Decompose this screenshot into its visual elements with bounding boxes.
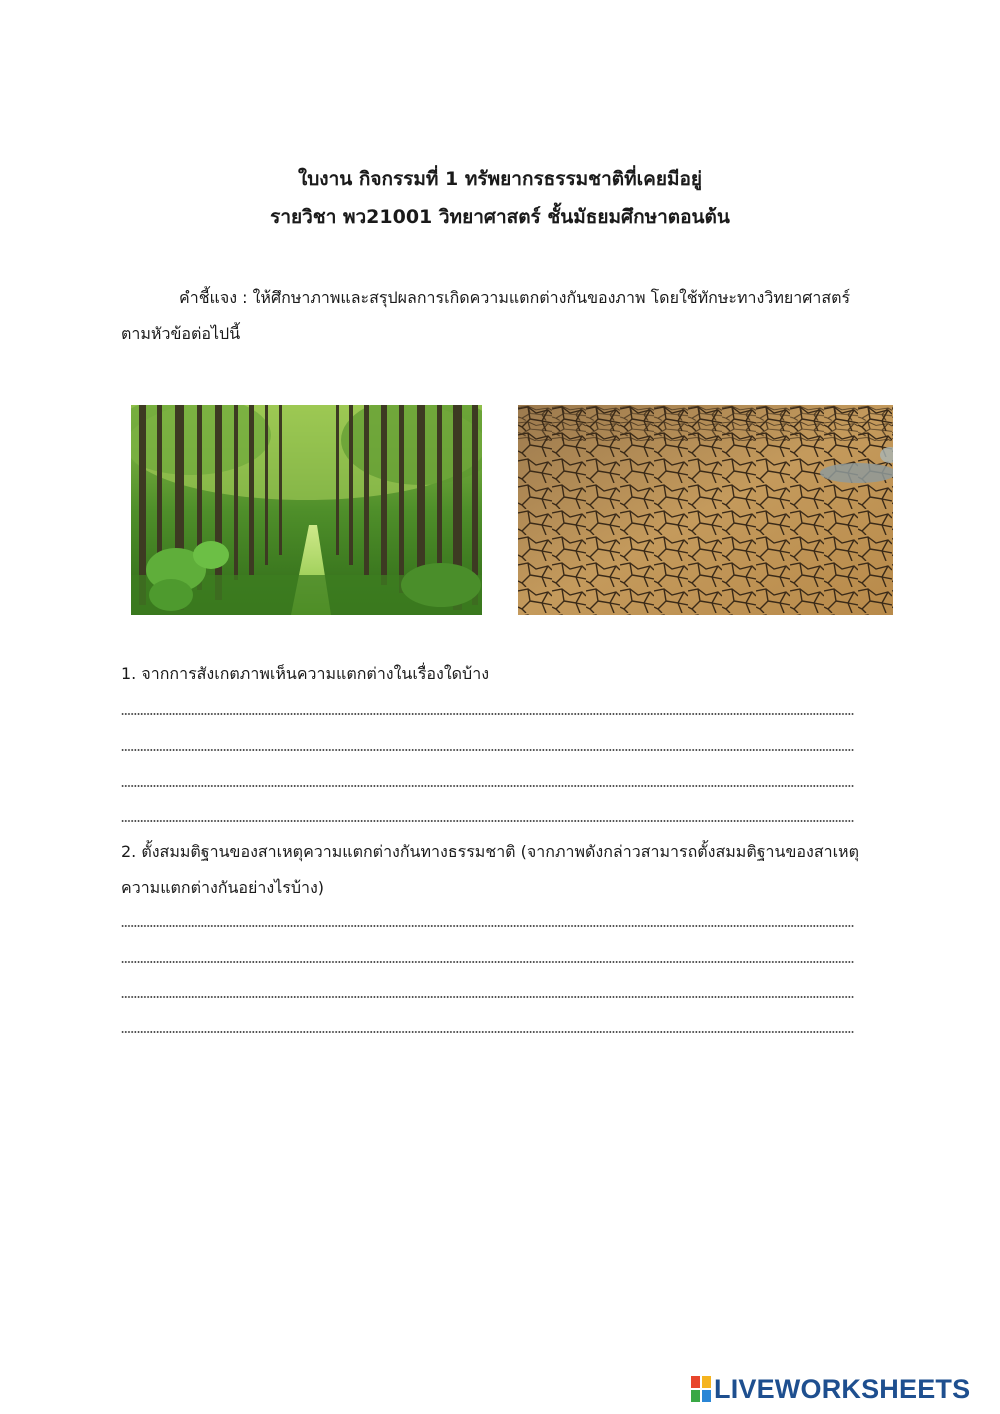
answer-line-q1[interactable] [121,749,854,751]
forest-photo [131,405,482,615]
liveworksheets-logo-icon [691,1376,711,1402]
liveworksheets-logo [691,1374,970,1404]
question-2: 2. ตั้งสมมติฐานของสาเหตุความแตกต่างกันทางธรรมชาติ (จากภาพดังกล่าวสามารถตั้งสมมติฐานของสาเหตุความแตกต่างกันอย่างไรบ้าง) [121,842,859,897]
cracked-earth-photo [518,405,893,615]
answer-line-q2[interactable] [121,1031,854,1033]
answer-line-q1[interactable] [121,713,854,715]
answer-line-q2[interactable] [121,996,854,998]
logo-text: LIVEWORKSHEETS [714,1373,971,1404]
answer-line-q2[interactable] [121,925,854,927]
answer-line-q1[interactable] [121,820,854,822]
answer-line-q2[interactable] [121,961,854,963]
question-1: 1. จากการสังเกตภาพเห็นความแตกต่างในเรื่องใดบ้าง [121,664,490,683]
worksheet-subtitle: รายวิชา พว21001 วิทยาศาสตร์ ชั้นมัธยมศึกษาตอนต้น [270,206,730,228]
answer-line-q1[interactable] [121,785,854,787]
instruction-text: คำชี้แจง : ให้ศึกษาภาพและสรุปผลการเกิดความแตกต่างกันของภาพ โดยใช้ทักษะทางวิทยาศาสตร์ ตามหัวข้อต่อไปนี้ [121,288,851,343]
worksheet-title: ใบงาน กิจกรรมที่ 1 ทรัพยากรธรรมชาติที่เคยมีอยู่ [297,168,703,190]
